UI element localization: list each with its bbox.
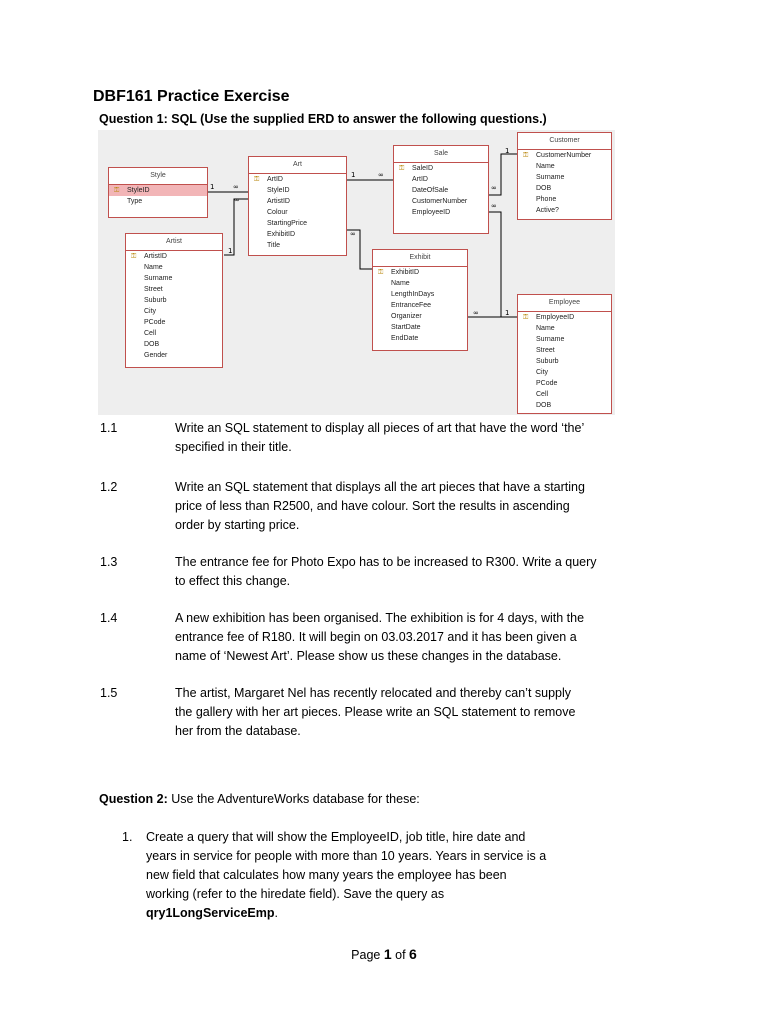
item-line: working (refer to the hiredate field). Save the query as <box>146 887 445 901</box>
query-name: qry1LongServiceEmp <box>146 906 275 920</box>
table-field: Surname <box>144 275 173 282</box>
card-many: ∞ <box>350 230 356 238</box>
table-field: LengthInDays <box>391 291 435 298</box>
question2-heading <box>99 792 420 806</box>
card-many: ∞ <box>473 309 479 317</box>
item-number: 1. <box>122 830 133 844</box>
table-field: CustomerNumber <box>412 198 468 205</box>
item-line: name of ‘Newest Art’. Please show us these changes in the database. <box>175 649 562 663</box>
table-field: EntranceFee <box>391 302 432 309</box>
table-header: Art <box>249 157 346 174</box>
total-pages: 6 <box>409 946 417 962</box>
card-one: 1 <box>351 171 356 179</box>
table-field: Suburb <box>536 358 559 365</box>
table-field: City <box>144 308 157 315</box>
card-many: ∞ <box>491 202 497 210</box>
table-field: PCode <box>536 380 558 387</box>
item-line: Write an SQL statement that displays all the art pieces that have a starting <box>175 480 585 494</box>
table-field: DateOfSale <box>412 187 449 194</box>
table-field: Name <box>144 264 163 271</box>
item-number: 1.4 <box>100 611 118 625</box>
table-header: Exhibit <box>373 250 467 267</box>
question2-text: Use the AdventureWorks database for these: <box>167 792 420 806</box>
erd-diagram <box>98 130 615 415</box>
footer-of: of <box>391 948 410 962</box>
table-sale <box>393 145 489 234</box>
table-field: ArtistID <box>267 198 290 205</box>
item-number: 1.5 <box>100 686 118 700</box>
document-title: DBF161 Practice Exercise <box>93 88 290 105</box>
table-field: ⚿ CustomerNumber <box>518 150 611 161</box>
table-field: ExhibitID <box>267 231 296 238</box>
table-field: Name <box>391 280 410 287</box>
item-line: price of less than R2500, and have colour. Sort the results in ascending <box>175 499 570 513</box>
table-header: Style <box>109 168 207 185</box>
table-header: Employee <box>518 295 611 312</box>
item-line: entrance fee of R180. It will begin on 03.03.2017 and it has been given a <box>175 630 577 644</box>
card-many: ∞ <box>491 184 497 192</box>
item-line: to effect this change. <box>175 574 291 588</box>
table-exhibit <box>372 249 468 351</box>
table-field: ⚿ ExhibitID <box>373 267 467 278</box>
table-field: Street <box>536 347 555 354</box>
card-many: ∞ <box>234 196 240 204</box>
table-header: Artist <box>126 234 222 251</box>
item-line: years in service for people with more than 10 years. Years in service is a <box>146 849 547 863</box>
table-field: EmployeeID <box>412 209 451 216</box>
table-field: ArtID <box>412 176 428 183</box>
table-field: Surname <box>536 174 565 181</box>
table-field: Title <box>267 242 280 249</box>
item-number: 1.1 <box>100 421 118 435</box>
item-number: 1.3 <box>100 555 118 569</box>
table-field: ⚿ ArtistID <box>126 251 222 262</box>
table-field: Gender <box>144 352 168 359</box>
card-many: ∞ <box>233 183 239 191</box>
table-field: ⚿ EmployeeID <box>518 312 611 323</box>
item-line: Write an SQL statement to display all pieces of art that have the word ‘the’ <box>175 421 585 435</box>
footer-prefix: Page <box>351 948 384 962</box>
table-field: PCode <box>144 319 166 326</box>
table-field: ⚿ SaleID <box>394 163 488 174</box>
table-field: Street <box>144 286 163 293</box>
table-header: Sale <box>394 146 488 163</box>
question2-label: Question 2: <box>99 792 168 806</box>
page-footer <box>0 946 768 962</box>
table-field: StartDate <box>391 324 421 331</box>
table-field: Cell <box>536 391 549 398</box>
table-field: Type <box>127 198 143 205</box>
card-one: 1 <box>228 247 233 255</box>
table-field: Cell <box>144 330 157 337</box>
question1-heading: Question 1: SQL (Use the supplied ERD to answer the following questions.) <box>99 112 547 126</box>
table-field: ⚿ StyleID <box>109 185 207 196</box>
rel-employee-sale <box>488 212 517 317</box>
table-field: DOB <box>144 341 160 348</box>
item-punct: . <box>274 906 278 920</box>
table-field: Colour <box>267 209 288 216</box>
table-field: EndDate <box>391 335 419 342</box>
table-header: Customer <box>518 133 611 150</box>
table-field: Name <box>536 163 555 170</box>
card-one: 1 <box>505 147 510 155</box>
table-field: Name <box>536 325 555 332</box>
table-field: Phone <box>536 196 557 203</box>
table-artist <box>125 233 223 368</box>
item-line: her from the database. <box>175 724 301 738</box>
table-field: StyleID <box>267 187 290 194</box>
table-field: DOB <box>536 185 552 192</box>
table-field: Suburb <box>144 297 167 304</box>
table-art <box>248 156 347 256</box>
table-field: Active? <box>536 207 559 214</box>
current-page: 1 <box>383 946 392 962</box>
item-line: The entrance fee for Photo Expo has to be increased to R300. Write a query <box>175 555 597 569</box>
table-field: Organizer <box>391 313 422 320</box>
card-one: 1 <box>210 183 215 191</box>
item-line: the gallery with her art pieces. Please write an SQL statement to remove <box>175 705 576 719</box>
table-field: Surname <box>536 336 565 343</box>
table-style <box>108 167 208 218</box>
table-field: StartingPrice <box>267 220 308 227</box>
table-employee <box>517 294 612 414</box>
table-customer <box>517 132 612 220</box>
card-many: ∞ <box>378 171 384 179</box>
card-one: 1 <box>505 309 510 317</box>
table-field: City <box>536 369 549 376</box>
table-field: DOB <box>536 402 552 409</box>
item-line: specified in their title. <box>175 440 292 454</box>
item-line: A new exhibition has been organised. The exhibition is for 4 days, with the <box>175 611 585 625</box>
item-number: 1.2 <box>100 480 118 494</box>
item-line: new field that calculates how many years the employee has been <box>146 868 507 882</box>
item-line: The artist, Margaret Nel has recently relocated and thereby can’t supply <box>175 686 572 700</box>
table-field: ⚿ ArtID <box>249 174 346 185</box>
item-line: Create a query that will show the EmployeeID, job title, hire date and <box>146 830 526 844</box>
item-line: order by starting price. <box>175 518 300 532</box>
